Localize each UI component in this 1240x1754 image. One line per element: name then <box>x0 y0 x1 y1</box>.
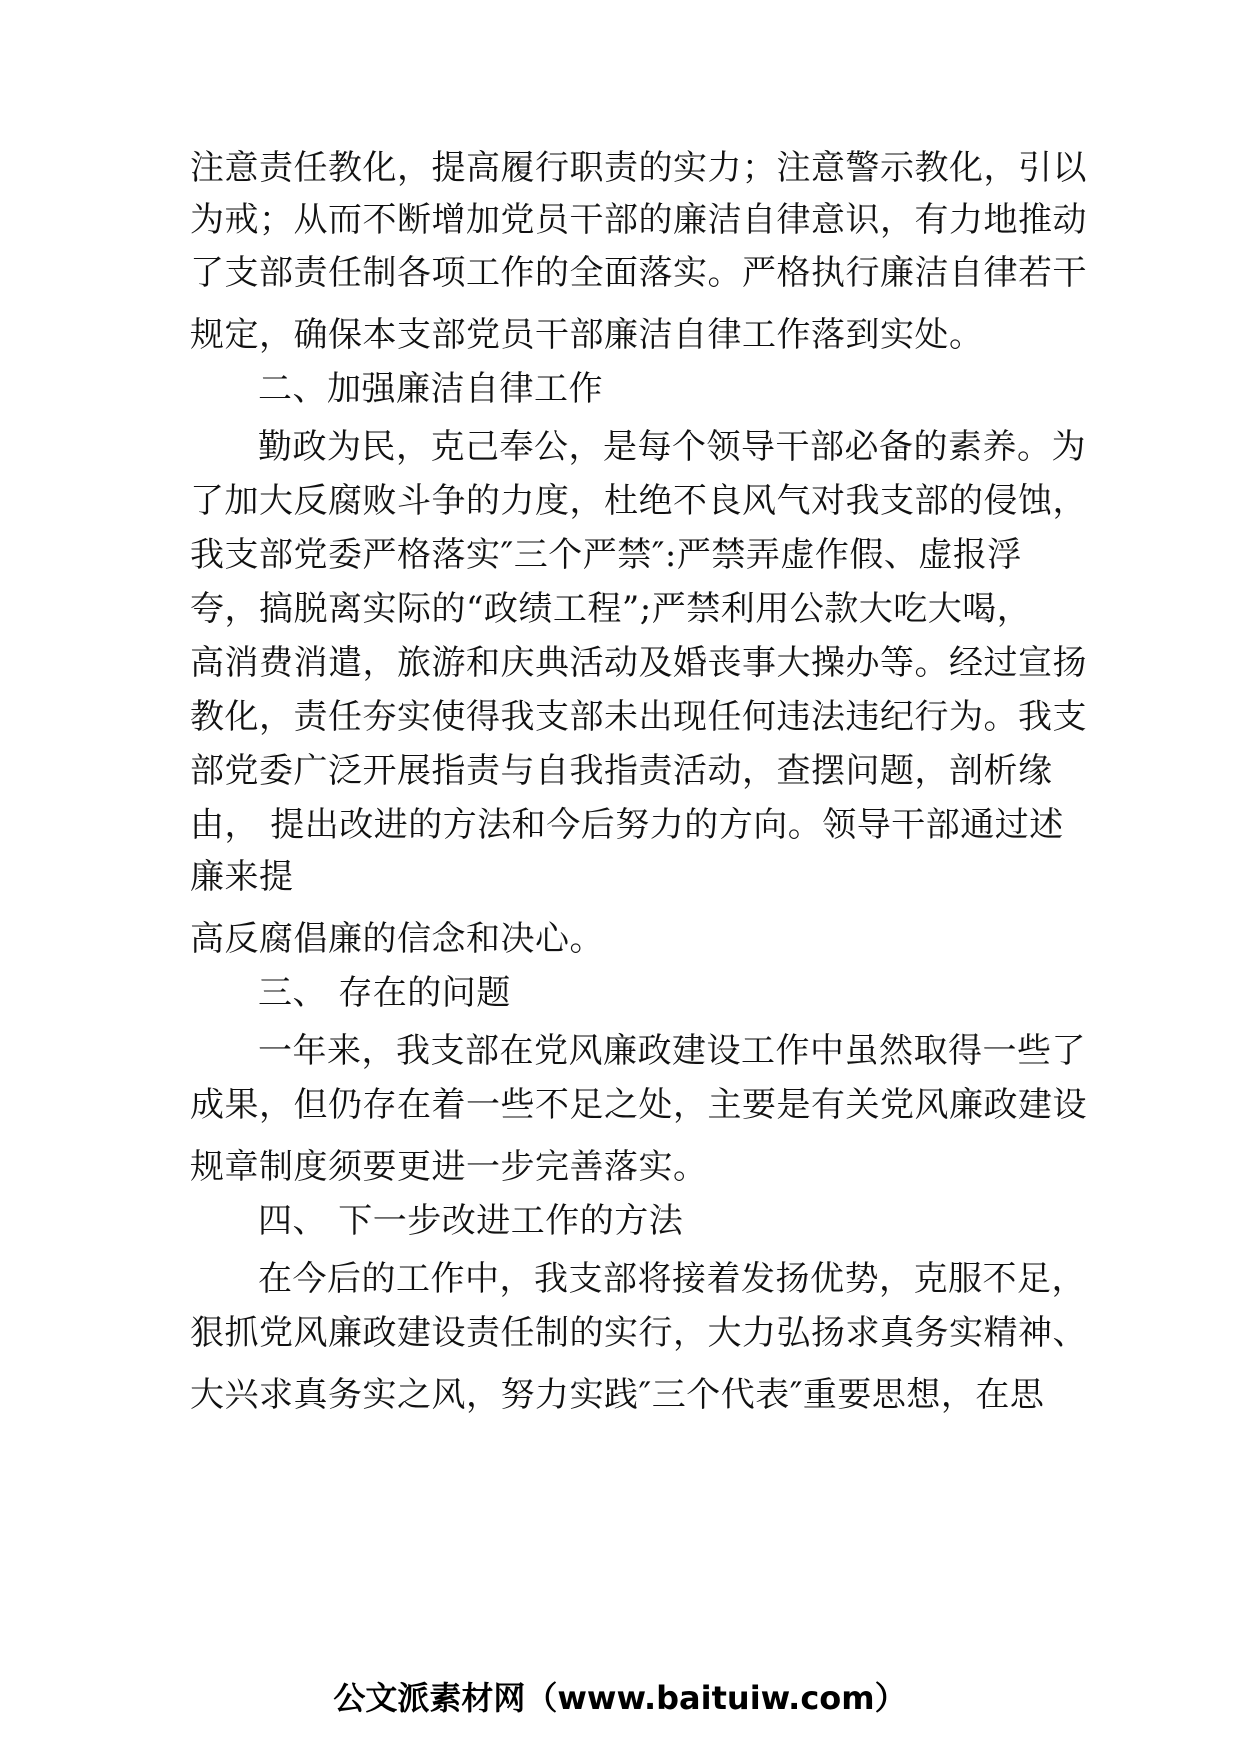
body-text-line: 为戒；从而不断增加党员干部的廉洁自律意识，有力地推动 <box>190 200 1087 240</box>
body-text-line: 我支部党委严格落实″三个严禁″:严禁弄虚作假、虚报浮 <box>190 535 1022 575</box>
paragraph-first-line: 在今后的工作中，我支部将接着发扬优势，克服不足， <box>258 1259 1086 1299</box>
body-text-line: 由， 提出改进的方法和今后努力的方向。领导干部通过述 <box>190 805 1064 845</box>
paragraph-first-line: 勤政为民，克己奉公，是每个领导干部必备的素养。为 <box>258 427 1086 467</box>
body-text-line: 狠抓党风廉政建设责任制的实行，大力弘扬求真务实精神、 <box>190 1313 1087 1353</box>
body-text-line: 成果，但仍存在着一些不足之处，主要是有关党风廉政建设 <box>190 1085 1087 1125</box>
body-text-line: 了加大反腐败斗争的力度，杜绝不良风气对我支部的侵蚀， <box>190 481 1087 521</box>
body-text-line: 廉来提 <box>190 857 294 897</box>
body-text-line: 大兴求真务实之风，努力实践″三个代表″重要思想，在思 <box>190 1375 1045 1415</box>
body-text-line: 了支部责任制各项工作的全面落实。严格执行廉洁自律若干 <box>190 253 1087 293</box>
body-text-line: 注意责任教化，提高履行职责的实力；注意警示教化，引以 <box>190 148 1087 188</box>
body-text-line: 规章制度须要更进一步完善落实。 <box>190 1147 708 1187</box>
body-text-line: 教化，责任夯实使得我支部未出现任何违法违纪行为。我支 <box>190 697 1087 737</box>
paragraph-first-line: 一年来，我支部在党风廉政建设工作中虽然取得一些了 <box>258 1031 1086 1071</box>
section-heading: 三、 存在的问题 <box>258 973 511 1013</box>
section-heading: 二、加强廉洁自律工作 <box>258 369 603 409</box>
body-text-line: 夸，搞脱离实际的“政绩工程”;严禁利用公款大吃大喝， <box>190 589 1032 629</box>
body-text-line: 高反腐倡廉的信念和决心。 <box>190 919 604 959</box>
section-heading: 四、 下一步改进工作的方法 <box>258 1201 684 1241</box>
body-text-line: 规定，确保本支部党员干部廉洁自律工作落到实处。 <box>190 315 984 355</box>
footer-source-watermark: 公文派素材网（www.baituiw.com） <box>333 1679 907 1717</box>
body-text-line: 高消费消遣，旅游和庆典活动及婚丧事大操办等。经过宣扬 <box>190 643 1087 683</box>
body-text-line: 部党委广泛开展指责与自我指责活动，查摆问题，剖析缘 <box>190 751 1053 791</box>
